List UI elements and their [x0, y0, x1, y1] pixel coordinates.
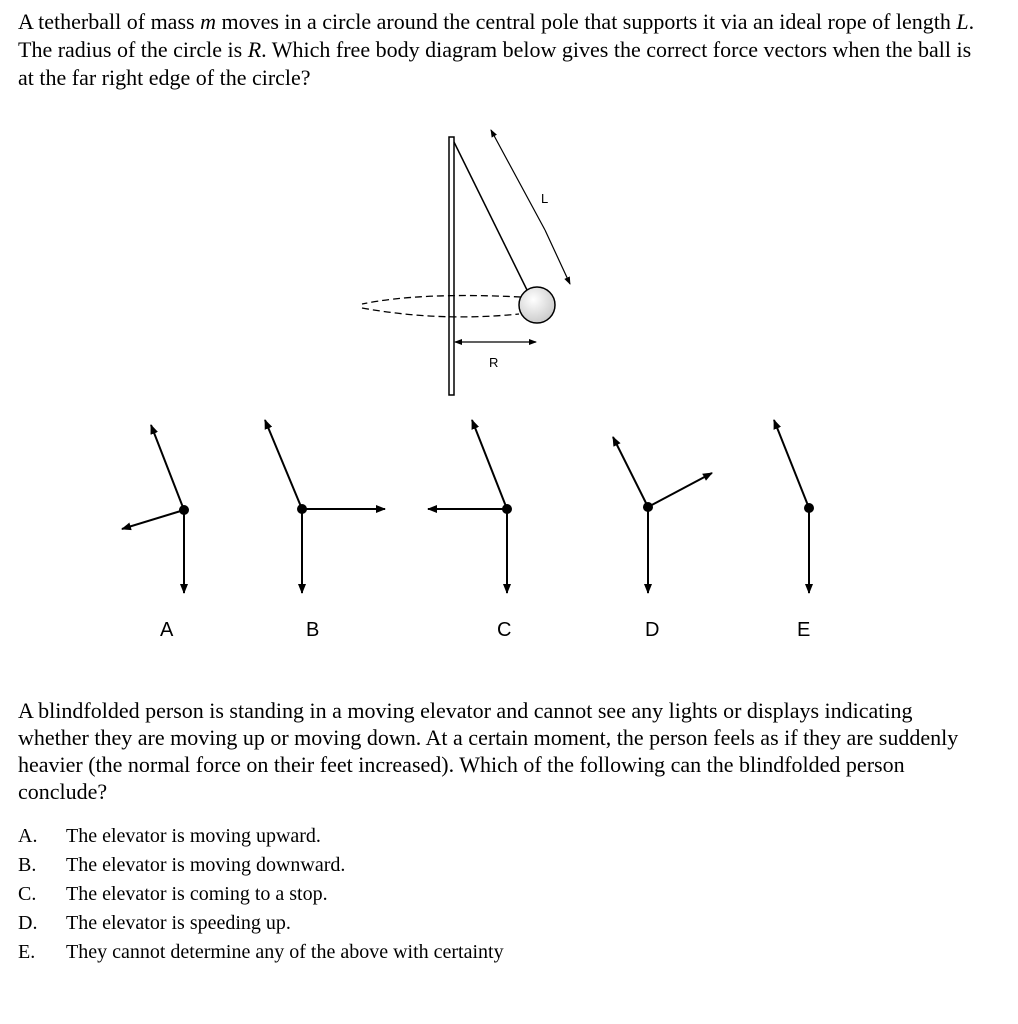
diagonal-arrow — [648, 473, 712, 507]
option-text: The elevator is speeding up. — [66, 912, 291, 934]
option-letter: C. — [18, 883, 37, 905]
ball-dot — [502, 504, 512, 514]
tetherball-figure — [362, 130, 570, 395]
answer-options — [18, 822, 918, 967]
length-arrow-lower — [545, 230, 570, 284]
diagram-label-d: D — [645, 619, 660, 641]
var-l: L — [956, 9, 969, 34]
tension-arrow — [774, 420, 809, 508]
var-r: R — [247, 37, 262, 62]
diagram-label-b: B — [306, 619, 320, 641]
diagram-d — [613, 437, 712, 593]
diagram-label-a: A — [160, 619, 174, 641]
option-e — [18, 938, 918, 967]
q1-part1: A tetherball of mass — [18, 9, 201, 34]
ball-dot — [804, 503, 814, 513]
option-text: The elevator is moving downward. — [66, 854, 346, 876]
central-pole — [449, 137, 454, 395]
option-text: They cannot determine any of the above with certainty — [66, 941, 504, 963]
circle-path — [362, 296, 521, 304]
q1-part2: moves in a circle around the central pole that supports it via an ideal rope of length — [215, 9, 957, 34]
label-r: R — [489, 355, 499, 370]
q1-part3: . The radius of the circle is — [18, 9, 975, 62]
option-letter: A. — [18, 825, 38, 847]
diagram-a — [122, 425, 189, 593]
diagram-b — [265, 420, 385, 593]
option-c — [18, 880, 918, 909]
ball-dot — [179, 505, 189, 515]
option-letter: B. — [18, 854, 37, 876]
ball-dot — [643, 502, 653, 512]
option-a — [18, 822, 918, 851]
tetherball — [519, 287, 555, 323]
option-d — [18, 909, 918, 938]
var-m: m — [200, 9, 216, 34]
diagram-e — [774, 420, 814, 593]
diagram-label-c: C — [497, 619, 512, 641]
tension-arrow — [613, 437, 648, 507]
option-letter: E. — [18, 941, 36, 963]
ball-dot — [297, 504, 307, 514]
tension-arrow — [151, 425, 184, 510]
q1-part4: . Which free body diagram below gives the correct force vectors when the ball is at the far right edge of the circle? — [18, 37, 972, 90]
circle-path-lower — [362, 308, 519, 317]
horizontal-arrow — [122, 510, 184, 529]
question-2-text: A blindfolded person is standing in a moving elevator and cannot see any lights or displays indicating whether they are moving up or moving down. At a certain moment, the person feels as if they are suddenly heavier (the normal force on their feet increased). Which of the following can the blindfolded person conclude? — [18, 698, 959, 804]
tension-arrow — [472, 420, 507, 509]
diagram-label-e: E — [797, 619, 811, 641]
length-arrow — [491, 130, 545, 230]
option-text: The elevator is coming to a stop. — [66, 883, 328, 905]
option-text: The elevator is moving upward. — [66, 825, 321, 847]
option-letter: D. — [18, 912, 38, 934]
option-b — [18, 851, 918, 880]
label-l: L — [541, 191, 549, 206]
diagram-c — [428, 420, 512, 593]
rope — [454, 142, 528, 292]
tension-arrow — [265, 420, 302, 509]
